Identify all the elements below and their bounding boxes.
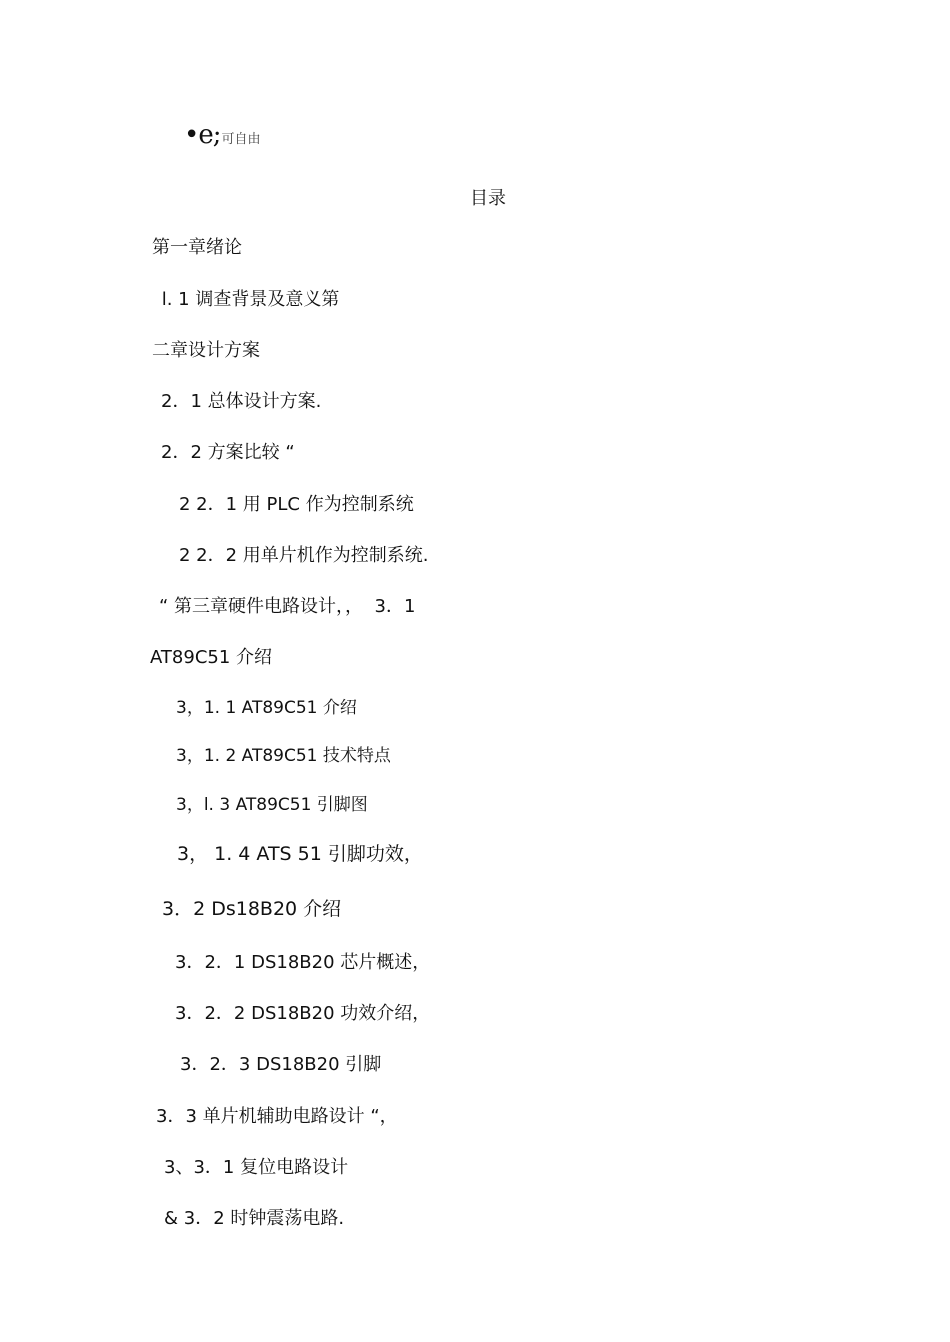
toc-item-2-2: 2．2 方案比较 “: [161, 442, 295, 463]
toc-item-3-2-3: 3．2．3 DS18B20 引脚: [180, 1054, 382, 1075]
toc-item-1-1: l. 1 调查背景及意义第: [156, 289, 340, 310]
toc-chapter-2: 二章设计方案: [152, 340, 260, 361]
header-mark-cjk: 可自由: [221, 132, 261, 147]
toc-item-3-3-1: 3、3．1 复位电路设计: [164, 1157, 349, 1178]
toc-item-2-2-1: 2 2．1 用 PLC 作为控制系统: [179, 494, 414, 515]
toc-chapter-1: 第一章绪论: [152, 237, 242, 258]
toc-item-3-3-2: & 3．2 时钟震荡电路.: [164, 1208, 345, 1229]
page-title: 目录: [470, 188, 506, 209]
toc-item-2-2-2: 2 2．2 用单片机作为控制系统.: [179, 545, 429, 566]
toc-chapter-3: “ 第三章硬件电路设计，， 3．1: [159, 596, 416, 617]
header-mark: [184, 122, 261, 148]
toc-item-3-1-1: 3，1. 1 AT89C51 介绍: [176, 698, 357, 718]
toc-item-3-2-1: 3．2．1 DS18B20 芯片概述，: [175, 952, 431, 973]
toc-item-3-1-4: 3， 1. 4 ATS 51 引脚功效，: [177, 843, 423, 865]
toc-item-3-1-2: 3，1. 2 AT89C51 技术特点: [176, 746, 391, 766]
toc-item-3-1: AT89C51 介绍: [150, 647, 273, 668]
toc-item-3-3: 3．3 单片机辅助电路设计 “，: [156, 1106, 398, 1127]
toc-item-3-2-2: 3．2．2 DS18B20 功效介绍，: [175, 1003, 431, 1024]
toc-item-3-2: 3．2 Ds18B20 介绍: [162, 898, 342, 920]
toc-item-2-1: 2．1 总体设计方案.: [161, 391, 322, 412]
header-mark-latin: •e;: [184, 120, 221, 150]
toc-item-3-1-3: 3，l. 3 AT89C51 引脚图: [176, 795, 368, 815]
